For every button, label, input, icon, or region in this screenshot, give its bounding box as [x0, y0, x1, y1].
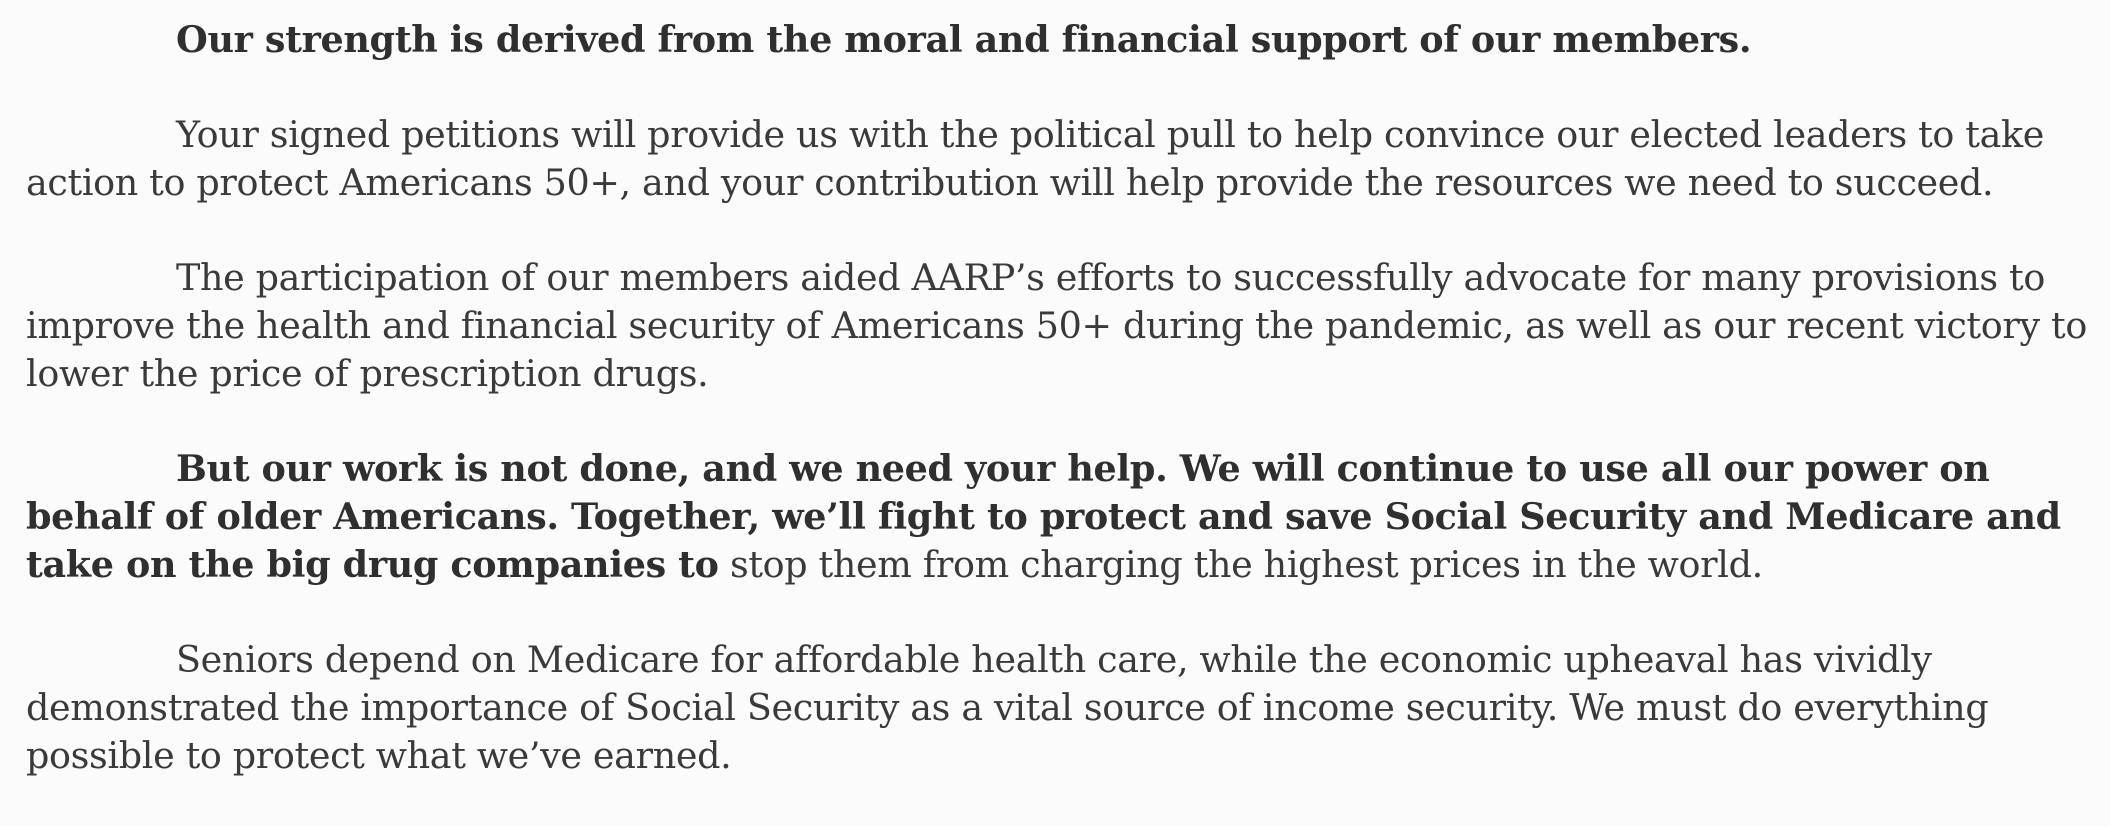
call-to-action-bold-text: But our work is not done, and we need your help. We will continue to use all our power on behalf of older Americans. Together, we’ll fight to protect and save Social Security and Medicare and take on the big drug companies to [26, 447, 2061, 586]
participation-paragraph: The participation of our members aided AARP’s efforts to successfully advocate for many provisions to improve the health and financial security of Americans 50+ during the pandemic, as well as our recent victory to lower the price of prescription drugs. [26, 256, 2087, 395]
call-to-action-paragraph [26, 445, 2092, 589]
strength-paragraph: Our strength is derived from the moral and financial support of our members. [176, 18, 1752, 61]
petitions-paragraph: Your signed petitions will provide us with the political pull to help convince our elected leaders to take action to protect Americans 50+, and your contribution will help provide the resources we need to succeed. [26, 113, 2045, 204]
medicare-paragraph: Seniors depend on Medicare for affordable health care, while the economic upheaval has vividly demonstrated the importance of Social Security as a vital source of income security. We must do everything possible to protect what we’ve earned. [26, 638, 1989, 777]
call-to-action-regular-text: stop them from charging the highest prices in the world. [718, 543, 1763, 586]
